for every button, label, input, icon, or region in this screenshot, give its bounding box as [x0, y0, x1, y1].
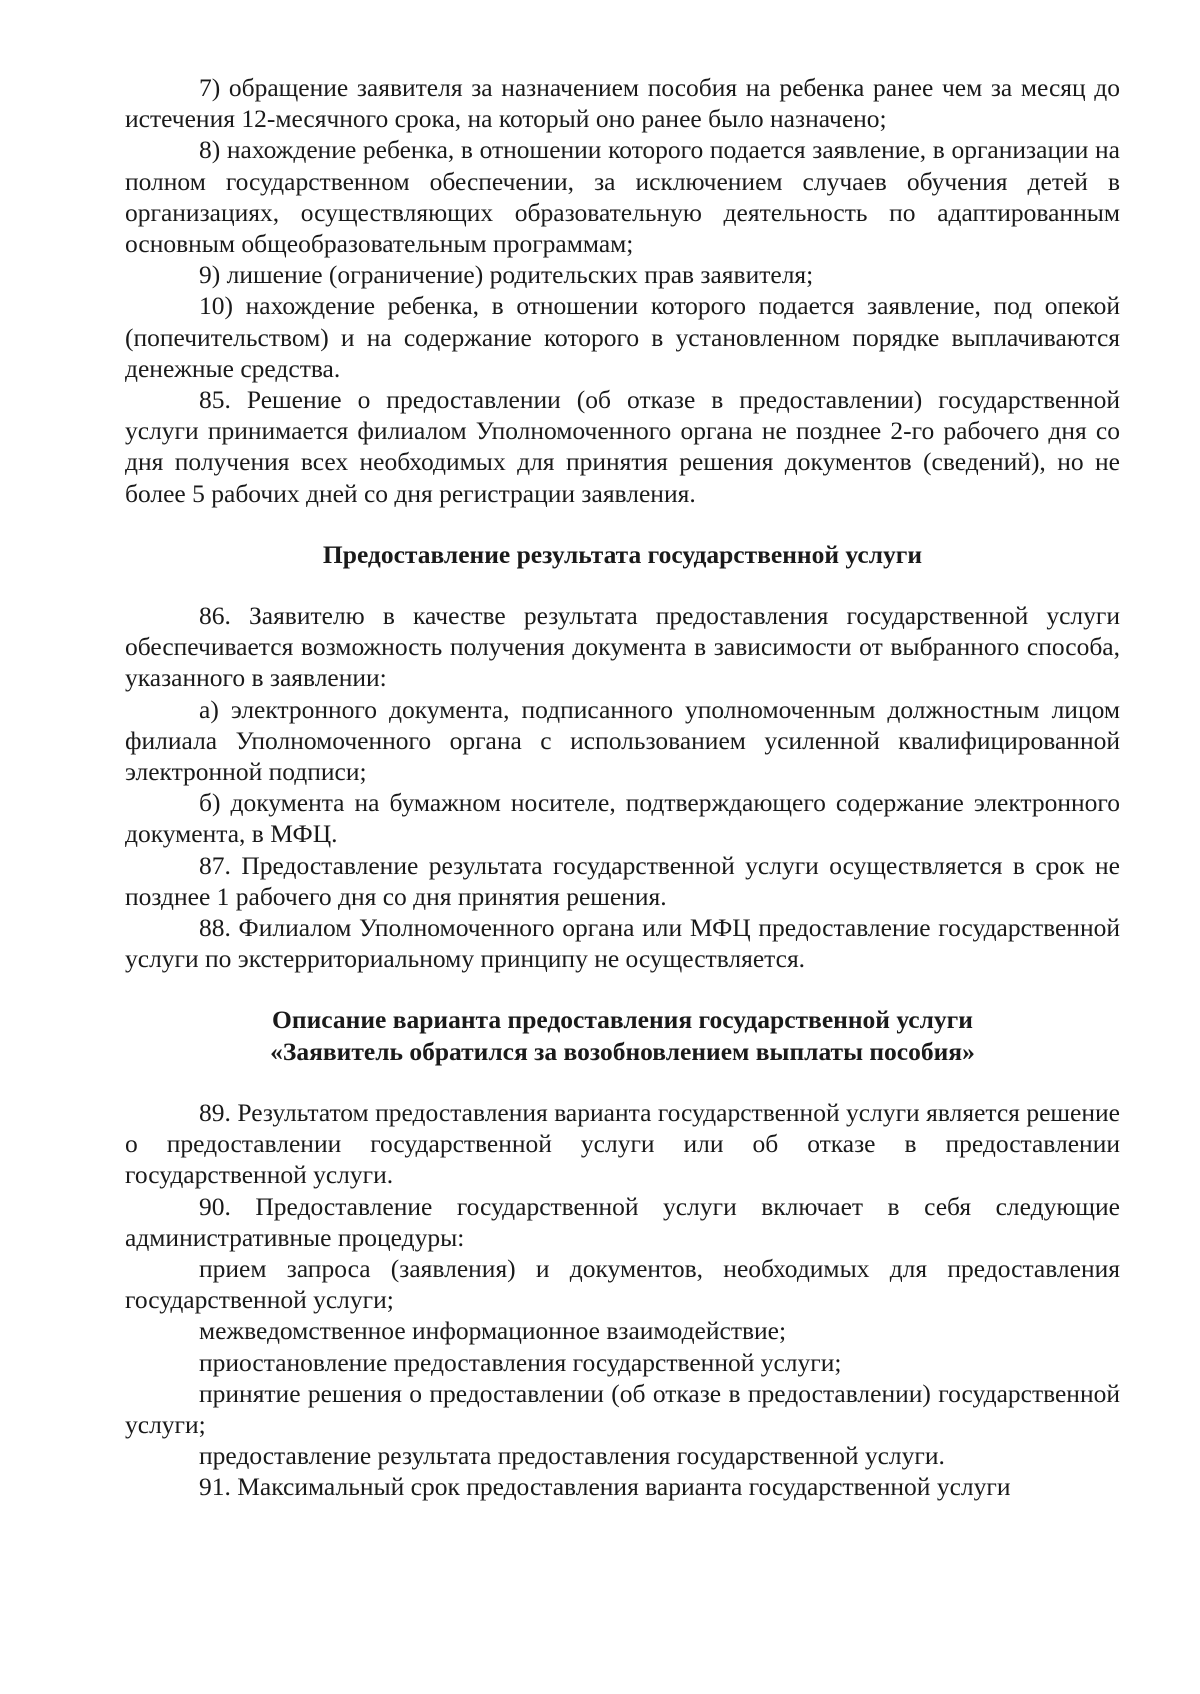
paragraph-90: 90. Предоставление государственной услуги включает в себя следующие административные процедуры: — [125, 1191, 1120, 1252]
paragraph-86-a: а) электронного документа, подписанного уполномоченным должностным лицом филиала Уполномоченного органа с использованием усиленной квалифицированной электронной подписи; — [125, 694, 1120, 787]
paragraph-91: 91. Максимальный срок предоставления варианта государственной услуги — [199, 1472, 1011, 1502]
paragraph-86-b: б) документа на бумажном носителе, подтверждающего содержание электронного документа, в МФЦ. — [125, 788, 1120, 849]
paragraph-89: 89. Результатом предоставления варианта государственной услуги является решение о предоставлении государственной услуги или об отказе в предоставлении государственной услуги. — [125, 1097, 1120, 1190]
procedure-item-result: предоставление результата предоставления государственной услуги. — [199, 1441, 945, 1471]
paragraph-item-7: 7) обращение заявителя за назначением пособия на ребенка ранее чем за месяц до истечения 12-месячного срока, на который оно ранее было назначено; — [125, 73, 1120, 134]
section-heading-variant-line2: «Заявитель обратился за возобновлением выплаты пособия» — [270, 1036, 975, 1066]
procedure-item-decision: принятие решения о предоставлении (об отказе в предоставлении) государственной услуги; — [125, 1378, 1120, 1439]
paragraph-88: 88. Филиалом Уполномоченного органа или МФЦ предоставление государственной услуги по экстерриториальному принципу не осуществляется. — [125, 913, 1120, 974]
paragraph-85: 85. Решение о предоставлении (об отказе в предоставлении) государственной услуги принимается филиалом Уполномоченного органа не позднее 2-го рабочего дня со дня получения всех необходимых для принятия решения документов (сведений), но не более 5 рабочих дней со дня регистрации заявления. — [125, 385, 1120, 508]
procedure-item-suspension: приостановление предоставления государственной услуги; — [199, 1347, 842, 1377]
paragraph-86: 86. Заявителю в качестве результата предоставления государственной услуги обеспечивается возможность получения документа в зависимости от выбранного способа, указанного в заявлении: — [125, 601, 1120, 693]
section-heading-result: Предоставление результата государственной услуги — [322, 539, 923, 569]
paragraph-87: 87. Предоставление результата государственной услуги осуществляется в срок не позднее 1 рабочего дня со дня принятия решения. — [125, 850, 1120, 911]
section-heading-variant-line1: Описание варианта предоставления государственной услуги — [272, 1005, 973, 1035]
section-heading-variant — [125, 1004, 1120, 1066]
paragraph-item-8: 8) нахождение ребенка, в отношении которого подается заявление, в организации на полном государственном обеспечении, за исключением случаев обучения детей в организациях, осуществляющих образовательную деятельность по адаптированным основным общеобразовательным программам; — [125, 135, 1120, 259]
procedure-item-interagency: межведомственное информационное взаимодействие; — [199, 1316, 787, 1346]
procedure-item-reception: прием запроса (заявления) и документов, необходимых для предоставления государственной услуги; — [125, 1253, 1120, 1315]
document-page — [125, 72, 1120, 1503]
paragraph-item-10: 10) нахождение ребенка, в отношении которого подается заявление, под опекой (попечительством) и на содержание которого в установленном порядке выплачиваются денежные средства. — [125, 291, 1120, 383]
paragraph-item-9: 9) лишение (ограничение) родительских прав заявителя; — [199, 260, 814, 290]
